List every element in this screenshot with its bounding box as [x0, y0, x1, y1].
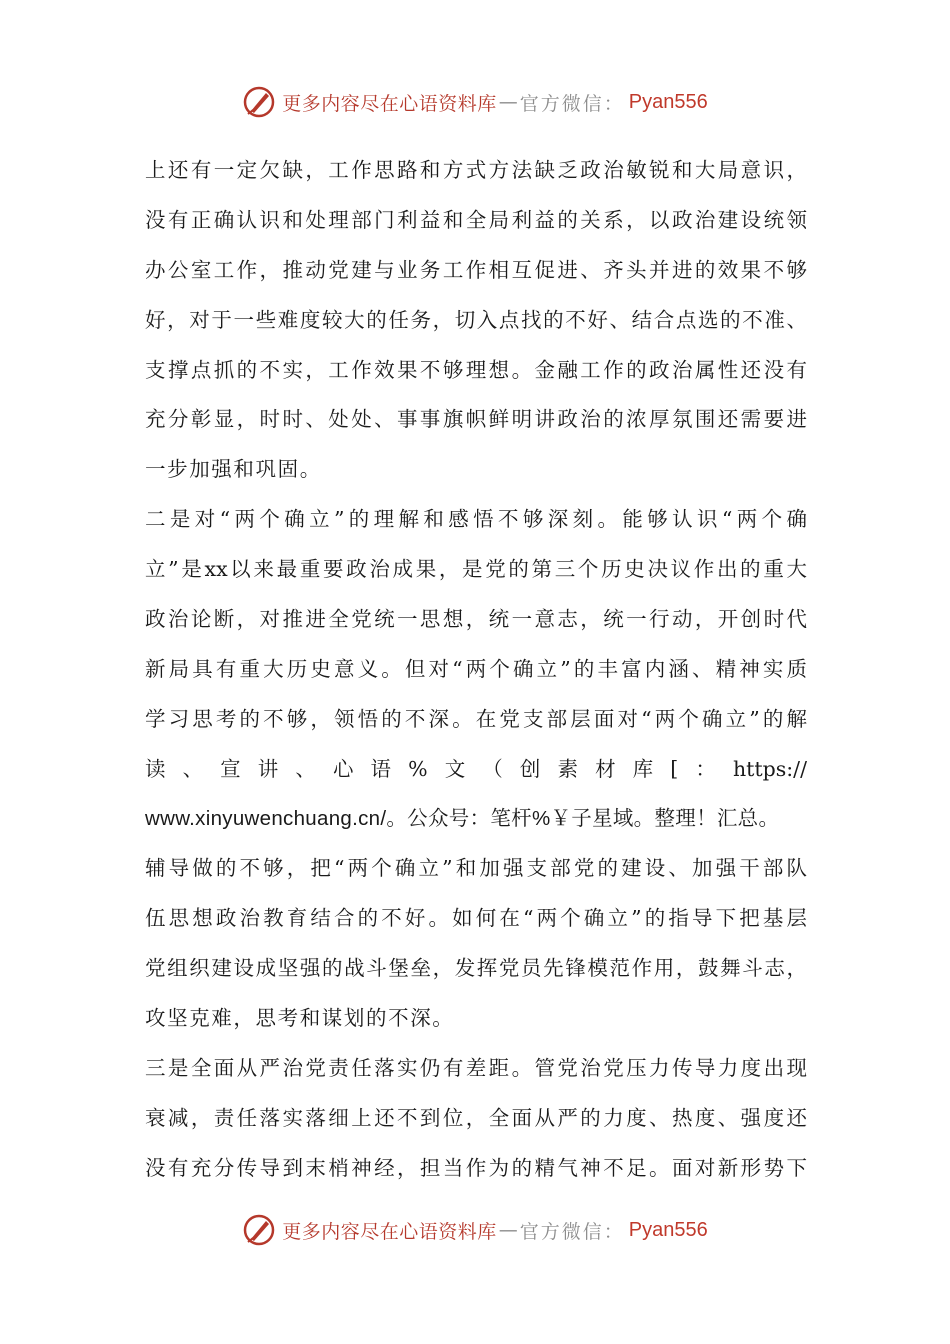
quill-logo-icon	[242, 1213, 276, 1247]
text-line: 好，对于一些难度较大的任务，切入点找的不好、结合点选的不准、	[145, 307, 807, 332]
text-line: 办公室工作，推动党建与业务工作相互促进、齐头并进的效果不够	[145, 257, 807, 282]
header-banner-subtitle: 官方微信：	[519, 92, 625, 115]
text-line: 辅导做的不够，把“两个确立”和加强支部党的建设、加强干部队	[145, 856, 807, 881]
footer-banner-title: 更多内容尽在心语资料库	[282, 1220, 497, 1243]
footer-banner-subtitle: 官方微信：	[519, 1220, 625, 1243]
header-banner-separator: —	[498, 91, 518, 113]
text-line: 立”是xx以来最重要政治成果，是党的第三个历史决议作出的重大	[145, 557, 807, 582]
text-line-spaced: 读、宣讲、心语%文（创素材库[：https://	[145, 756, 807, 781]
footer-banner	[0, 1210, 950, 1250]
footer-banner-separator: —	[498, 1219, 518, 1241]
text-line: 党组织建设成坚强的战斗堡垒，发挥党员先锋模范作用，鼓舞斗志，	[145, 956, 807, 981]
text-line: 没有充分传导到末梢神经，担当作为的精气神不足。面对新形势下	[145, 1155, 807, 1180]
document-body	[145, 150, 807, 1198]
text-line-url: www.xinyuwenchuang.cn/。公众号：笔杆%￥子星域。整理！汇总。	[145, 806, 780, 830]
text-line: 伍思想政治教育结合的不好。如何在“两个确立”的指导下把基层	[145, 906, 807, 931]
text-line: 上还有一定欠缺，工作思路和方式方法缺乏政治敏锐和大局意识，	[145, 158, 807, 182]
text-line: 政治论断，对推进全党统一思想，统一意志，统一行动，开创时代	[145, 607, 807, 632]
quill-logo-icon	[242, 85, 276, 119]
header-banner-wechat-id: Pyan556	[628, 90, 708, 113]
text-line: 三是全面从严治党责任落实仍有差距。管党治党压力传导力度出现	[145, 1056, 807, 1081]
header-banner-title: 更多内容尽在心语资料库	[282, 92, 497, 115]
text-line: 支撑点抓的不实，工作效果不够理想。金融工作的政治属性还没有	[145, 357, 807, 382]
text-line: 充分彰显，时时、处处、事事旗帜鲜明讲政治的浓厚氛围还需要进	[145, 407, 807, 432]
header-banner	[0, 82, 950, 122]
footer-banner-wechat-id: Pyan556	[628, 1218, 708, 1241]
text-line: 学习思考的不够，领悟的不深。在党支部层面对“两个确立”的解	[145, 706, 807, 731]
text-line: 新局具有重大历史意义。但对“两个确立”的丰富内涵、精神实质	[145, 656, 807, 681]
text-line: 一步加强和巩固。	[145, 457, 322, 482]
text-line: 攻坚克难，思考和谋划的不深。	[145, 1006, 455, 1031]
text-line: 没有正确认识和处理部门利益和全局利益的关系，以政治建设统领	[145, 207, 807, 232]
text-line: 衰减，责任落实落细上还不到位，全面从严的力度、热度、强度还	[145, 1105, 807, 1130]
text-line: 二是对“两个确立”的理解和感悟不够深刻。能够认识“两个确	[145, 507, 807, 532]
